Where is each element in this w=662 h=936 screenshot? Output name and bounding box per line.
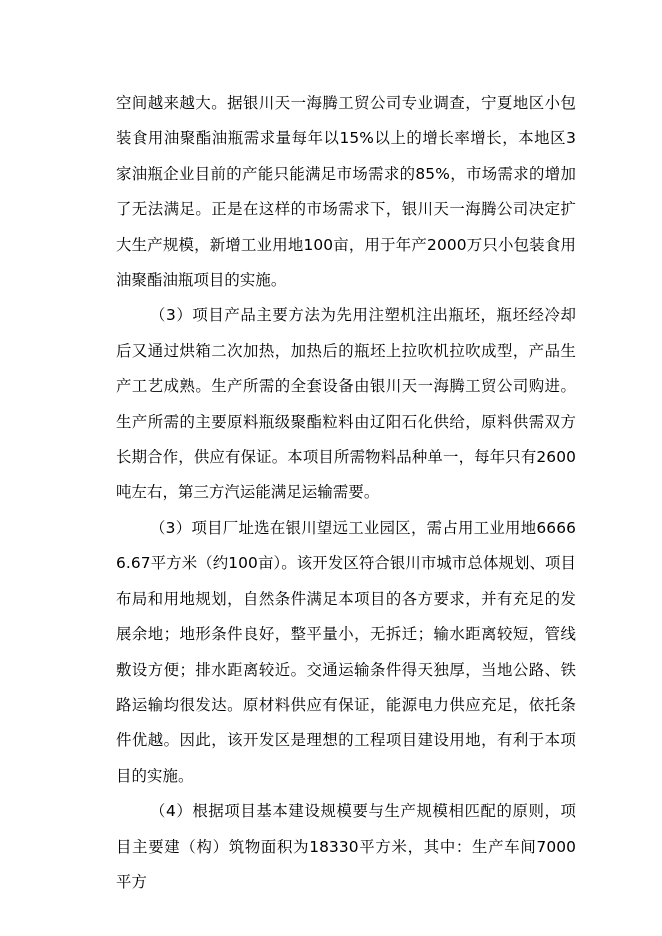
paragraph-site-selection: （3）项目厂址选在银川望远工业园区，需占用工业用地66666.67平方米（约100亩）。该开发区符合银川市城市总体规划、项目布局和用地规划，自然条件满足本项目的各方要求，并有充足的发展余地；地形条件良好，整平量小，无拆迁；输水距离较短，管线敷设方便；排水距离较近。交通运输条件得天独厚，当地公路、铁路运输均很发达。原材料供应有保证，能源电力供应充足，依托条件优越。因此，该开发区是理想的工程项目建设用地，有利于本项目的实施。 [116, 518, 576, 785]
paragraph-construction-scale: （4）根据项目基本建设规模要与生产规模相匹配的原则，项目主要建（构）筑物面积为18330平方米，其中：生产车间7000平方 [116, 802, 576, 891]
paragraph-production-process: （3）项目产品主要方法为先用注塑机注出瓶坯，瓶坯经冷却后又通过烘箱二次加热，加热后的瓶坯上拉吹机拉吹成型，产品生产工艺成熟。生产所需的全套设备由银川天一海腾工贸公司购进。生产所需的主要原料瓶级聚酯粒料由辽阳石化供给，原料供需双方长期合作，供应有保证。本项目所需物料品种单一，每年只有2600 吨左右，第三方汽运能满足运输需要。 [116, 306, 576, 502]
document-body [116, 86, 576, 900]
paragraph-market-demand: 空间越来越大。据银川天一海腾工贸公司专业调查，宁夏地区小包装食用油聚酯油瓶需求量每年以15%以上的增长率增长，本地区3家油瓶企业目前的产能只能满足市场需求的85%，市场需求的增加了无法满足。正是在这样的市场需求下，银川天一海腾公司决定扩大生产规模，新增工业用地100亩，用于年产2000万只小包装食用油聚酯油瓶项目的实施。 [116, 94, 576, 290]
